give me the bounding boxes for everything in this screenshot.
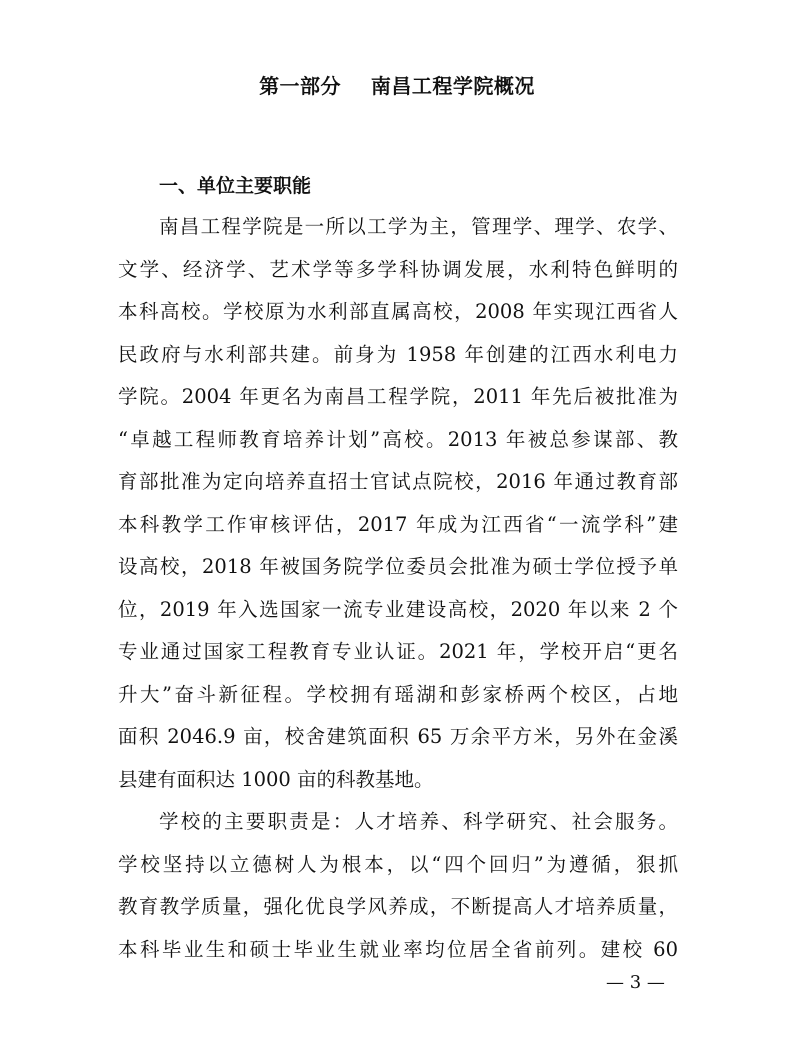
page-number: — 3 — [606, 972, 665, 993]
paragraph-line: “卓越工程师教育培养计划”高校。2013 年被总参谋部、教 [118, 428, 678, 451]
paragraph-line: 学校坚持以立德树人为根本，以“四个回归”为遵循，狠抓 [118, 853, 678, 876]
section-heading: 一、单位主要职能 [159, 175, 312, 197]
paragraph-line: 文学、经济学、艺术学等多学科协调发展，水利特色鲜明的 [118, 258, 678, 281]
paragraph-line: 育部批准为定向培养直招士官试点院校，2016 年通过教育部 [118, 470, 678, 493]
paragraph-line: 学校的主要职责是：人才培养、科学研究、社会服务。 [159, 810, 678, 833]
paragraph-line: 面积 2046.9 亩，校舍建筑面积 65 万余平方米，另外在金溪 [118, 725, 678, 748]
paragraph-line: 本科高校。学校原为水利部直属高校，2008 年实现江西省人 [118, 300, 678, 323]
paragraph-line: 位，2019 年入选国家一流专业建设高校，2020 年以来 2 个 [118, 598, 678, 621]
paragraph-line: 设高校，2018 年被国务院学位委员会批准为硕士学位授予单 [118, 555, 678, 578]
paragraph-line: 南昌工程学院是一所以工学为主，管理学、理学、农学、 [159, 215, 678, 238]
paragraph-line: 民政府与水利部共建。前身为 1958 年创建的江西水利电力 [118, 343, 678, 366]
part-title: 第一部分 南昌工程学院概况 [259, 74, 535, 98]
paragraph-line: 学院。2004 年更名为南昌工程学院，2011 年先后被批准为 [118, 385, 678, 408]
paragraph-line: 本科教学工作审核评估，2017 年成为江西省“一流学科”建 [118, 513, 678, 536]
paragraph-line: 县建有面积达 1000 亩的科教基地。 [118, 768, 434, 791]
paragraph-line: 本科毕业生和硕士毕业生就业率均位居全省前列。建校 60 [118, 938, 678, 961]
paragraph-line: 升大”奋斗新征程。学校拥有瑶湖和彭家桥两个校区，占地 [118, 683, 678, 706]
paragraph-line: 教育教学质量，强化优良学风养成，不断提高人才培养质量， [118, 895, 678, 918]
paragraph-line: 专业通过国家工程教育专业认证。2021 年，学校开启“更名 [118, 640, 678, 663]
